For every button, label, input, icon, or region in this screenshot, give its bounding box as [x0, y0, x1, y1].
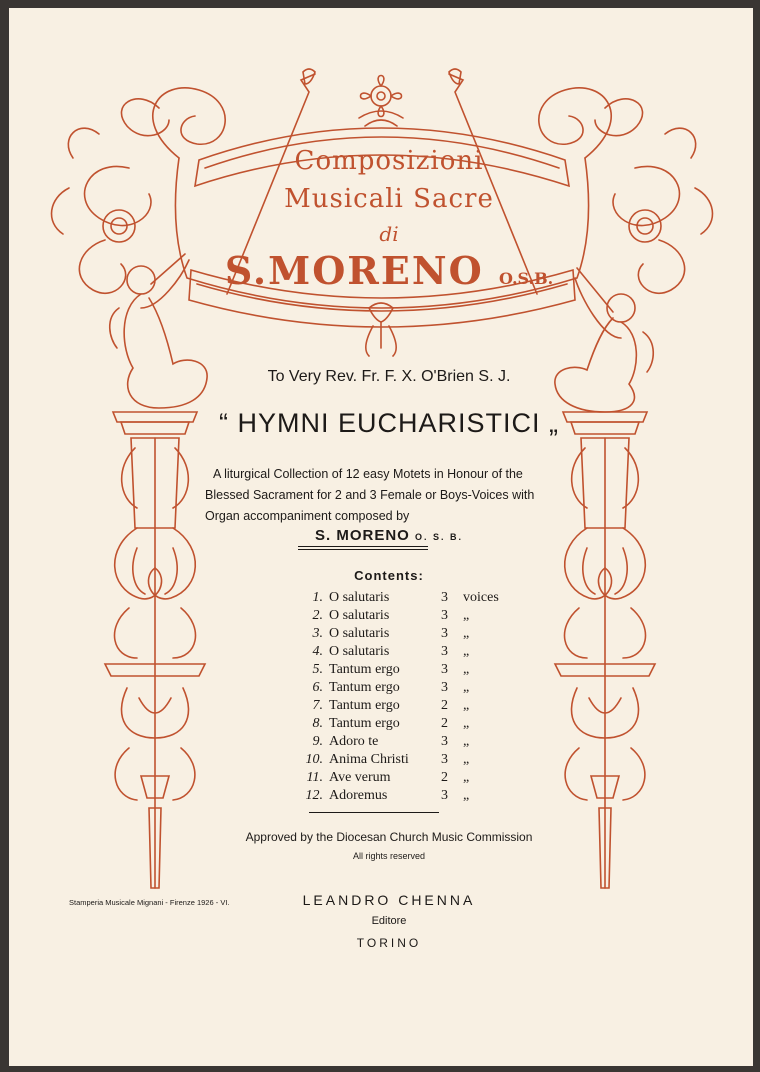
- divider-rule: [298, 546, 428, 547]
- contents-item-number: 10.: [305, 752, 323, 767]
- contents-item-number: 11.: [306, 770, 323, 785]
- rights-note: All rights reserved: [352, 851, 426, 861]
- rosette-ornament: [359, 76, 403, 127]
- contents-item: [289, 716, 509, 734]
- cartouche-author: [199, 248, 579, 293]
- contents-item-unit: „: [463, 770, 470, 785]
- composer-order: O. S. B.: [415, 532, 464, 542]
- left-column: [105, 412, 205, 888]
- contents-item-voices: 2: [441, 770, 448, 785]
- contents-item-unit: „: [463, 680, 470, 695]
- contents-item: [289, 734, 509, 752]
- contents-list: [289, 590, 509, 806]
- contents-item-number: 3.: [312, 626, 323, 641]
- work-title: “ HYMNI EUCHARISTICI „: [218, 408, 559, 438]
- contents-item-voices: 3: [441, 788, 448, 803]
- publisher-name: LEANDRO CHENNA: [302, 892, 476, 908]
- cartouche-author-name: S.MORENO: [224, 248, 484, 293]
- contents-item-voices: 3: [441, 662, 448, 677]
- publisher-role: Editore: [371, 915, 407, 927]
- contents-item-unit: „: [463, 698, 470, 713]
- contents-item: [289, 608, 509, 626]
- dedication: To Very Rev. Fr. F. X. O'Brien S. J.: [267, 368, 511, 385]
- contents-item: [289, 770, 509, 788]
- contents-item: [289, 680, 509, 698]
- composer-name: S. MORENO: [314, 527, 410, 544]
- contents-item-title: Tantum ergo: [329, 680, 400, 695]
- contents-item-number: 12.: [305, 788, 323, 803]
- contents-item-title: Tantum ergo: [329, 698, 400, 713]
- contents-item: [289, 590, 509, 608]
- left-acanthus-scroll: [153, 88, 225, 158]
- contents-item-unit: „: [463, 752, 470, 767]
- contents-item-number: 7.: [312, 698, 323, 713]
- contents-item-voices: 3: [441, 680, 448, 695]
- contents-item-unit: „: [463, 734, 470, 749]
- contents-item-voices: 3: [441, 752, 448, 767]
- contents-item-unit: „: [463, 716, 470, 731]
- left-cherub: [110, 254, 207, 408]
- contents-item-unit: „: [463, 788, 470, 803]
- contents-heading: Contents:: [354, 568, 424, 583]
- contents-item-number: 9.: [312, 734, 323, 749]
- contents-item-title: O salutaris: [329, 590, 390, 605]
- contents-item-voices: 2: [441, 698, 448, 713]
- contents-item-title: Anima Christi: [329, 752, 409, 767]
- contents-item-unit: „: [463, 662, 470, 677]
- composer-credit: [289, 527, 489, 544]
- contents-item-number: 6.: [312, 680, 323, 695]
- contents-item-title: O salutaris: [329, 626, 390, 641]
- contents-item-number: 5.: [312, 662, 323, 677]
- printer-imprint: Stamperia Musicale Mignani - Firenze 1926 - VI.: [69, 898, 230, 907]
- contents-item-unit: „: [463, 626, 470, 641]
- contents-item-voices: 3: [441, 644, 448, 659]
- contents-item: [289, 788, 509, 806]
- contents-item-unit: „: [463, 644, 470, 659]
- contents-item-voices: 3: [441, 734, 448, 749]
- contents-item: [289, 662, 509, 680]
- contents-item-title: O salutaris: [329, 644, 390, 659]
- divider-rule: [298, 549, 428, 550]
- cartouche-title-line2: Musicali Sacre: [284, 184, 494, 214]
- contents-item: [289, 698, 509, 716]
- contents-item-number: 4.: [312, 644, 323, 659]
- contents-item: [289, 752, 509, 770]
- cartouche-author-order: O.S.B.: [498, 269, 554, 288]
- sheet-music-cover: [9, 8, 753, 1066]
- publisher-city: TORINO: [356, 936, 422, 950]
- contents-item-voices: 2: [441, 716, 448, 731]
- contents-item-number: 1.: [312, 590, 323, 605]
- contents-item: [289, 626, 509, 644]
- work-description: A liturgical Collection of 12 easy Motets in Honour of the Blessed Sacrament for 2 and 3 Female or Boys-Voices with Organ accompaniment composed by: [205, 467, 535, 523]
- contents-item-unit: „: [463, 608, 470, 623]
- contents-item-voices: 3: [441, 590, 448, 605]
- contents-item-number: 8.: [312, 716, 323, 731]
- cartouche-title-line3: di: [379, 222, 399, 246]
- contents-item-title: Tantum ergo: [329, 716, 400, 731]
- approval-note: Approved by the Diocesan Church Music Commission: [245, 830, 533, 844]
- contents-item-title: O salutaris: [329, 608, 390, 623]
- contents-item-number: 2.: [312, 608, 323, 623]
- divider-rule: [309, 812, 439, 813]
- right-column: [555, 412, 655, 888]
- contents-item-title: Ave verum: [329, 770, 391, 785]
- cartouche-title-line1: Composizioni: [294, 146, 484, 176]
- contents-item-title: Tantum ergo: [329, 662, 400, 677]
- contents-item-voices: 3: [441, 626, 448, 641]
- contents-item-title: Adoremus: [329, 788, 388, 803]
- contents-item: [289, 644, 509, 662]
- contents-item-voices: 3: [441, 608, 448, 623]
- contents-item-unit: voices: [463, 590, 499, 605]
- contents-item-title: Adoro te: [329, 734, 379, 749]
